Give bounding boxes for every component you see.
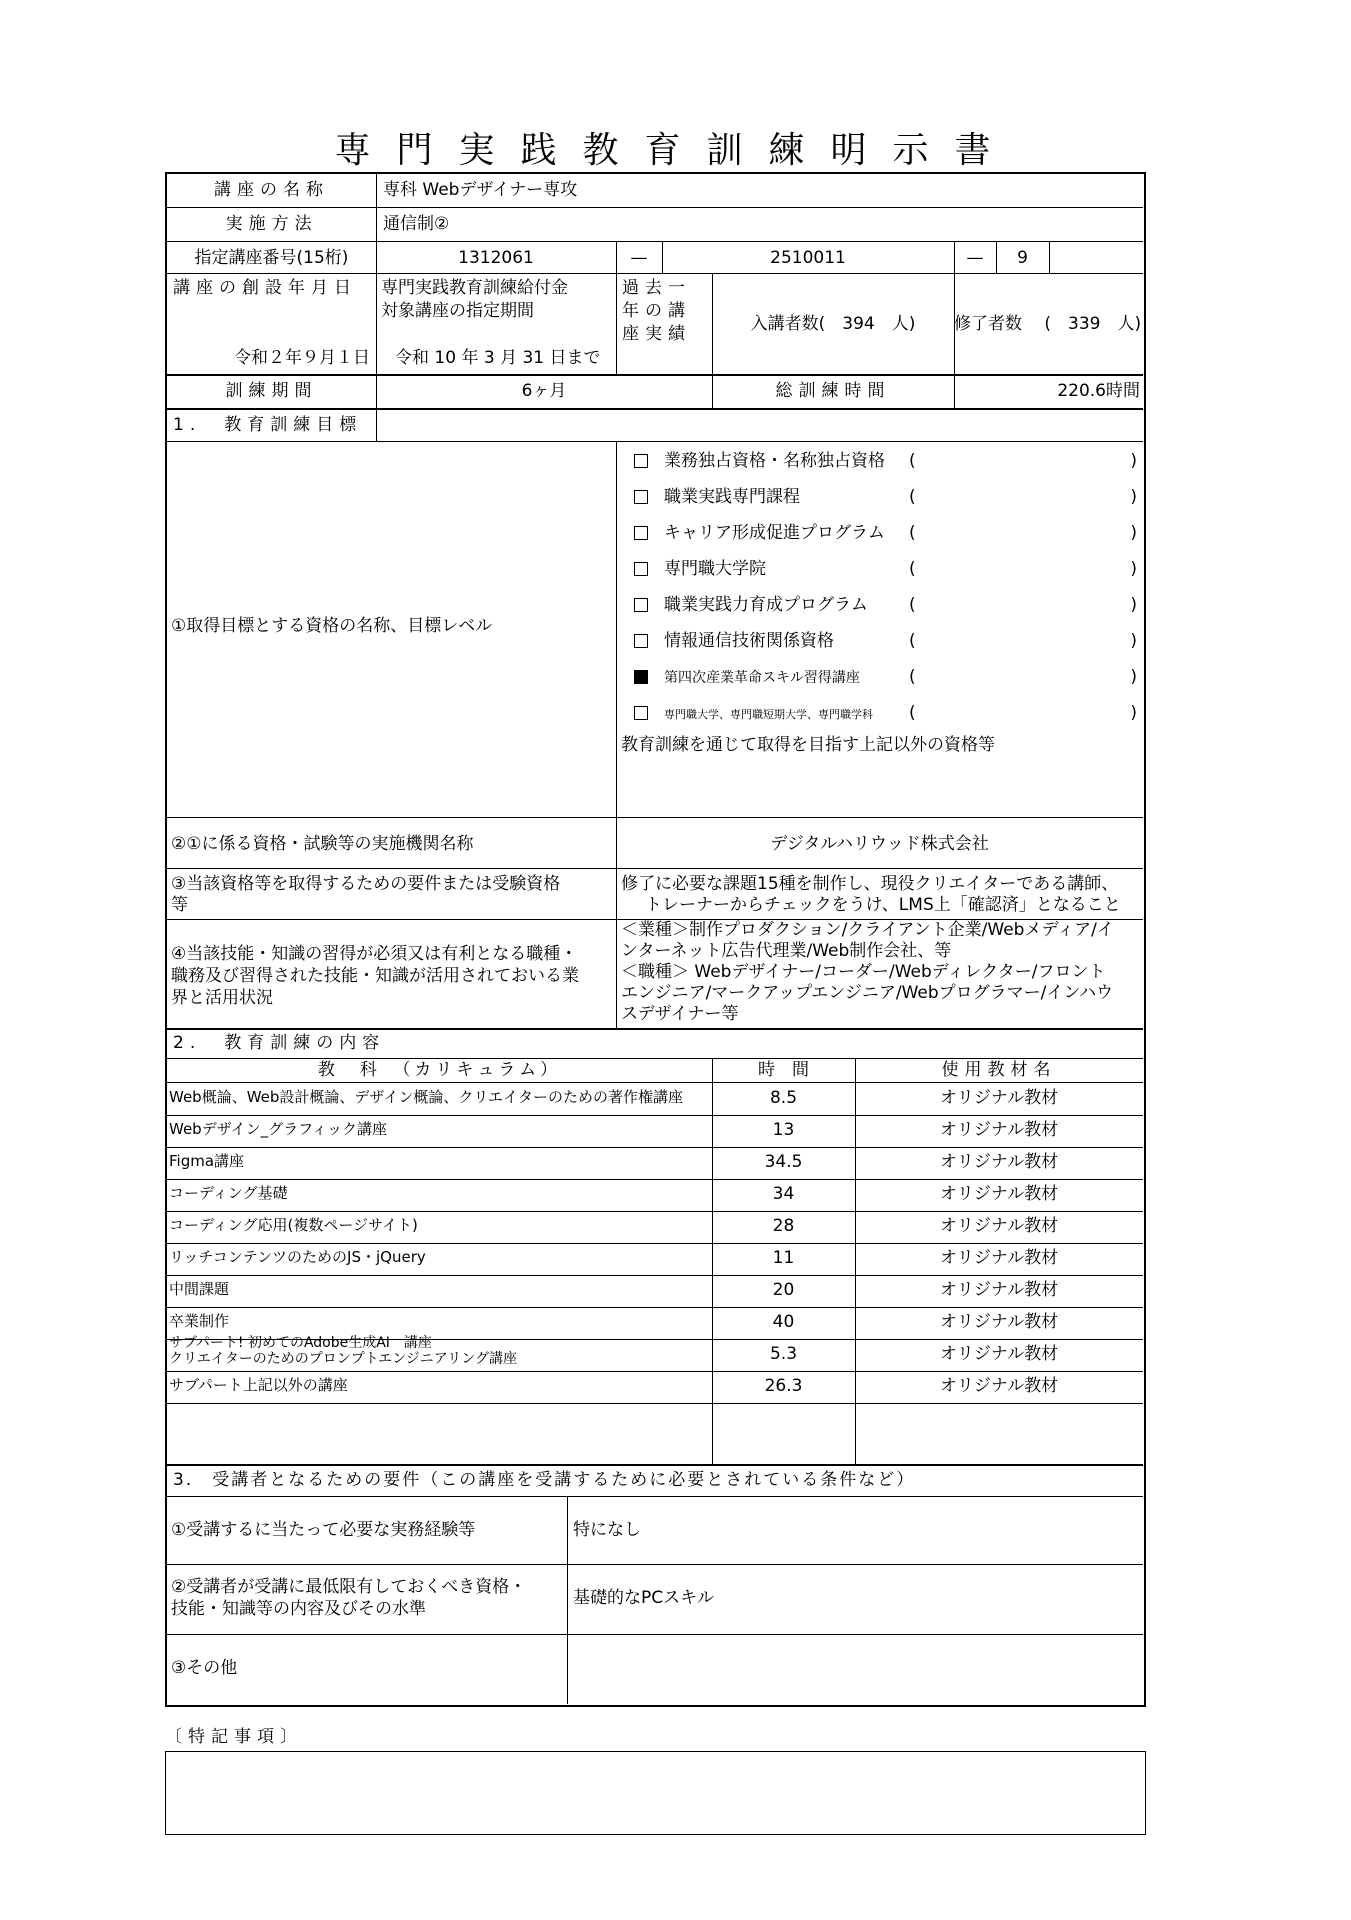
curriculum-hours: 13: [772, 1120, 795, 1140]
col-subject-header: 教 科 （カリキュラム）: [317, 1060, 562, 1080]
dash-1: —: [630, 248, 648, 268]
requirement-question-2: 等: [171, 895, 188, 915]
period-value: 令和 10 年 3 月 31 日まで: [395, 348, 601, 368]
usage-answer-3: ＜職種＞ Webデザイナー/コーダー/Webディレクター/フロント: [621, 962, 1106, 982]
total-hours-label: 総訓練時間: [775, 381, 891, 401]
paren-open: (: [909, 559, 916, 579]
qualification-option-label: キャリア形成促進プログラム: [664, 523, 885, 543]
qualification-option-label: 第四次産業革命スキル習得講座: [664, 670, 860, 686]
training-period: 6ヶ月: [521, 381, 567, 401]
paren-close: ): [1130, 487, 1137, 507]
paren-open: (: [909, 523, 916, 543]
document-title: 専門実践教育訓練明示書: [334, 130, 1017, 171]
founding-date: 令和２年９月１日: [234, 348, 370, 368]
checkbox-icon[interactable]: [634, 454, 648, 468]
curriculum-material: オリジナル教材: [939, 1152, 1059, 1172]
paren-open: (: [909, 487, 916, 507]
period-label-2: 対象講座の指定期間: [381, 301, 534, 321]
curriculum-subject: Web概論、Web設計概論、デザイン概論、クリエイターのための著作権講座: [169, 1088, 684, 1106]
paren-close: ): [1130, 703, 1137, 723]
completed-count: 修了者数 ( 339 人): [954, 314, 1142, 334]
col-material-header: 使用教材名: [941, 1060, 1057, 1080]
checkbox-icon[interactable]: [634, 706, 648, 720]
curriculum-subject: コーディング基礎: [169, 1184, 288, 1202]
qualification-option: [634, 698, 1143, 728]
curriculum-subject: Webデザイン_グラフィック講座: [169, 1120, 387, 1138]
curriculum-table: [167, 1082, 1143, 1396]
req2-label-1: ②受講者が受講に最低限有しておくべき資格・: [171, 1577, 527, 1597]
past-label-2: 年の講: [622, 301, 691, 321]
enrolled-count: 入講者数( 394 人): [750, 314, 916, 334]
qualification-option: [634, 626, 1143, 656]
curriculum-material: オリジナル教材: [939, 1280, 1059, 1300]
qualification-option: [634, 554, 1143, 584]
req2-value: 基礎的なPCスキル: [573, 1588, 714, 1608]
section2-heading: 2. 教育訓練の内容: [173, 1033, 386, 1053]
past-label-1: 過去一: [622, 278, 691, 298]
curriculum-subject: Figma講座: [169, 1152, 245, 1170]
paren-open: (: [909, 703, 916, 723]
curriculum-material: オリジナル教材: [939, 1216, 1059, 1236]
section3-heading: 3. 受講者となるための要件（この講座を受講するために必要とされている条件など）: [173, 1470, 916, 1490]
paren-close: ): [1130, 631, 1137, 651]
exam-org-question: ②①に係る資格・試験等の実施機関名称: [171, 834, 474, 854]
curriculum-subject: 中間課題: [169, 1280, 230, 1298]
curriculum-material: オリジナル教材: [939, 1312, 1059, 1332]
req3-label: ③その他: [171, 1658, 238, 1678]
curriculum-material: オリジナル教材: [939, 1120, 1059, 1140]
qualification-option-label: 専門職大学院: [664, 559, 766, 579]
curriculum-subject: 卒業制作: [169, 1312, 230, 1330]
curriculum-hours: 5.3: [769, 1344, 798, 1364]
requirement-answer-2: トレーナーからチェックをうけ、LMS上「確認済」となること: [645, 895, 1121, 915]
paren-open: (: [909, 451, 916, 471]
curriculum-hours: 26.3: [764, 1376, 803, 1396]
checkbox-icon[interactable]: [634, 634, 648, 648]
curriculum-material: オリジナル教材: [939, 1088, 1059, 1108]
checkbox-checked-icon[interactable]: [634, 670, 648, 684]
checkbox-icon[interactable]: [634, 598, 648, 612]
req1-value: 特になし: [573, 1520, 641, 1540]
usage-answer-2: ンターネット広告代理業/Web制作会社、等: [621, 941, 952, 961]
founding-label: 講座の創設年月日: [173, 278, 357, 298]
curriculum-hours: 40: [772, 1312, 795, 1332]
req1-label: ①受講するに当たって必要な実務経験等: [171, 1520, 476, 1540]
paren-open: (: [909, 631, 916, 651]
training-period-label: 訓練期間: [225, 381, 318, 401]
usage-question-3: 界と活用状況: [171, 988, 273, 1008]
qualification-option-label: 業務独占資格・名称独占資格: [664, 451, 885, 471]
paren-close: ): [1130, 667, 1137, 687]
curriculum-hours: 20: [772, 1280, 795, 1300]
paren-open: (: [909, 667, 916, 687]
paren-close: ): [1130, 523, 1137, 543]
usage-question-1: ④当該技能・知識の習得が必須又は有利となる職種・: [171, 944, 578, 964]
qualification-option-label: 専門職大学、専門職短期大学、専門職学科: [664, 708, 873, 721]
past-label-3: 座実績: [622, 324, 691, 344]
usage-answer-5: スデザイナー等: [621, 1004, 739, 1024]
curriculum-material: オリジナル教材: [939, 1184, 1059, 1204]
requirement-question-1: ③当該資格等を取得するための要件または受験資格: [171, 874, 561, 894]
qualification-option: [634, 482, 1143, 512]
curriculum-subject-line2: クリエイターのためのプロンプトエンジニアリング講座: [169, 1351, 517, 1367]
req2-label-2: 技能・知識等の内容及びその水準: [171, 1599, 426, 1619]
checkbox-icon[interactable]: [634, 490, 648, 504]
notes-box: [165, 1751, 1146, 1835]
dash-2: —: [966, 248, 984, 268]
exam-org-answer: デジタルハリウッド株式会社: [770, 834, 989, 854]
paren-close: ): [1130, 451, 1137, 471]
course-name: 専科 Webデザイナー専攻: [383, 180, 578, 200]
curriculum-subject: コーディング応用(複数ページサイト): [169, 1216, 418, 1234]
qualification-option: [634, 518, 1143, 548]
course-name-label: 講座の名称: [214, 180, 329, 200]
qualification-option-label: 情報通信技術関係資格: [664, 631, 834, 651]
curriculum-subject: リッチコンテンツのためのJS・jQuery: [169, 1248, 426, 1266]
paren-close: ): [1130, 595, 1137, 615]
course-no-2: 2510011: [770, 248, 846, 268]
section1-heading: 1. 教育訓練目標: [173, 415, 363, 435]
course-no-3: 9: [1017, 248, 1028, 268]
qualification-option-label: 職業実践力育成プログラム: [664, 595, 868, 615]
curriculum-subject: サブパート上記以外の講座: [169, 1376, 348, 1394]
qualification-options: [616, 441, 1143, 741]
checkbox-icon[interactable]: [634, 562, 648, 576]
usage-answer-1: ＜業種＞制作プロダクション/クライアント企業/Webメディア/イ: [621, 920, 1114, 940]
curriculum-hours: 28: [772, 1216, 795, 1236]
qualification-question: ①取得目標とする資格の名称、目標レベル: [171, 616, 493, 636]
qualification-option: [634, 446, 1143, 476]
usage-question-2: 職務及び習得された技能・知識が活用されておいる業: [171, 966, 579, 986]
method-label: 実施方法: [225, 214, 318, 234]
total-hours: 220.6時間: [1057, 381, 1140, 401]
curriculum-subject: サブパート! 初めてのAdobe生成AI 講座: [169, 1335, 432, 1351]
requirement-answer-1: 修了に必要な課題15種を制作し、現役クリエイターである講師、: [621, 874, 1119, 894]
curriculum-material: オリジナル教材: [939, 1376, 1059, 1396]
other-qualifications: 教育訓練を通じて取得を目指す上記以外の資格等: [621, 735, 995, 755]
period-label-1: 専門実践教育訓練給付金: [381, 278, 568, 298]
checkbox-icon[interactable]: [634, 526, 648, 540]
qualification-option: [634, 662, 1143, 692]
main-table: [165, 172, 1146, 1707]
curriculum-hours: 34: [772, 1184, 795, 1204]
paren-close: ): [1130, 559, 1137, 579]
course-no-label: 指定講座番号(15桁): [194, 248, 349, 268]
curriculum-hours: 11: [772, 1248, 795, 1268]
curriculum-material: オリジナル教材: [939, 1248, 1059, 1268]
notes-label: 〔特記事項〕: [165, 1727, 303, 1747]
usage-answer-4: エンジニア/マークアップエンジニア/Webプログラマー/インハウ: [621, 983, 1114, 1003]
qualification-option: [634, 590, 1143, 620]
qualification-option-label: 職業実践専門課程: [664, 487, 800, 507]
course-no-1: 1312061: [458, 248, 534, 268]
curriculum-hours: 8.5: [769, 1088, 798, 1108]
curriculum-material: オリジナル教材: [939, 1344, 1059, 1364]
col-hours-header: 時 間: [758, 1060, 809, 1080]
paren-open: (: [909, 595, 916, 615]
method-value: 通信制②: [383, 214, 450, 234]
curriculum-hours: 34.5: [764, 1152, 803, 1172]
